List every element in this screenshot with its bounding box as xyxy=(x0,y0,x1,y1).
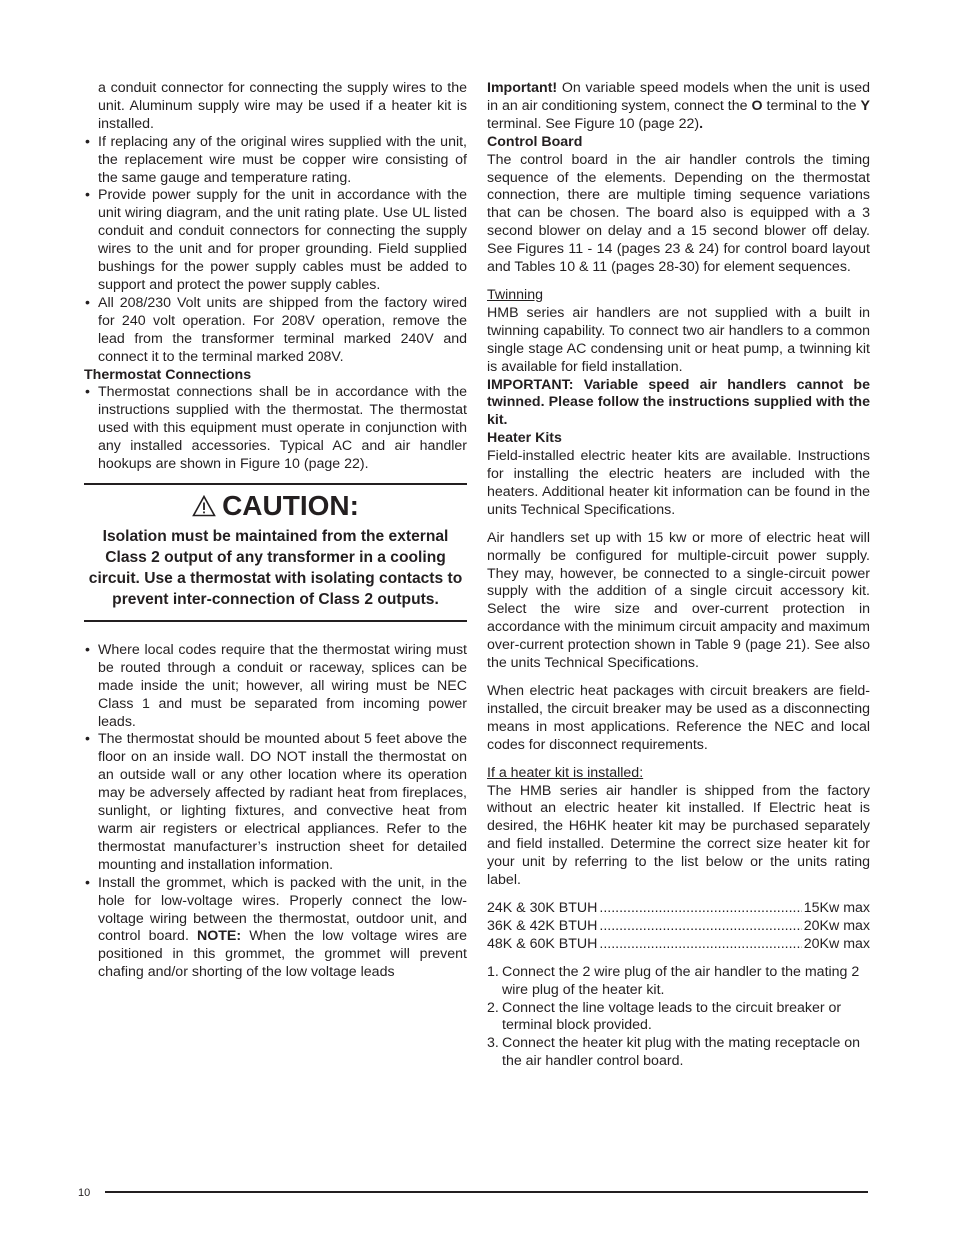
dot-leader xyxy=(599,936,801,954)
left-column xyxy=(84,80,467,982)
step-number: 1. xyxy=(487,963,499,980)
list-item: • Provide power supply for the unit in accordance with the unit wiring diagram, and the unit rating plate. Use UL listed conduit and conduit connectors for connecting the supply wires to the unit and for proper grounding. Field supplied bushings for the power supply cables must be added to support and protect the power supply cables. xyxy=(84,187,467,294)
text: Install the grommet, which is packed with the unit, in the hole for low-voltage wires. Properly connect the low-voltage wiring between the thermostat, outdoor unit, and control board. xyxy=(98,874,467,945)
paragraph: The control board in the air handler controls the timing sequence of the elements. Depending on the thermostat connection, there are multiple timing sequence variations that can be chosen. The board also is equipped with a 3 second blower on delay and a 15 second blower off delay. See Figures 11 - 14 (pages 23 & 24) for control board layout and Tables 10 & 11 (pages 28-30) for element sequences. xyxy=(487,151,870,276)
section-heading: Control Board xyxy=(487,133,583,150)
step-text: Connect the heater kit plug with the mating receptacle on the air handler control board. xyxy=(502,1035,861,1070)
step-number: 3. xyxy=(487,1035,499,1052)
spec-value: 15Kw max xyxy=(803,899,870,916)
text: terminal to the xyxy=(766,97,857,114)
paragraph: HMB series air handlers are not supplied with a built in twinning capability. To connect two air handlers to a common single stage AC condensing unit or heat pump, a twinning kit is available for field installation. xyxy=(487,304,870,375)
footer-rule xyxy=(105,1191,868,1193)
caution-title-text: CAUTION: xyxy=(222,489,359,521)
list-item xyxy=(487,1000,870,1036)
text: On variable speed models when the unit is used in an air conditioning system, connect the xyxy=(487,80,870,114)
important-label: Important! xyxy=(487,80,558,96)
section-heading: Heater Kits xyxy=(487,430,562,447)
list-item xyxy=(487,1035,870,1071)
paragraph: Field-installed electric heater kits are available. Instructions for installing the electric heaters are included with the heaters. Additional heater kit information can be found in the units Technical Specifications. xyxy=(487,448,870,518)
spec-value: 20Kw max xyxy=(803,917,870,934)
spec-label: 24K & 30K BTUH xyxy=(487,899,598,916)
page-number: 10 xyxy=(78,1187,91,1199)
spec-label: 48K & 60K BTUH xyxy=(487,935,598,952)
list-item: • All 208/230 Volt units are shipped from the factory wired for 240 volt operation. For 208V operation, remove the lead from the transformer terminal marked 240V and connect it to the terminal marked 208V. xyxy=(84,295,467,367)
heater-size-row xyxy=(487,918,870,936)
subsection-heading: If a heater kit is installed: xyxy=(487,764,644,781)
list-item: • Where local codes require that the thermostat wiring must be routed through a conduit or raceway, splices can be made inside the unit; however, all wiring must be NEC Class 1 and must be separated from incoming power leads. xyxy=(84,642,467,732)
text: terminal. See Figure 10 (page 22) xyxy=(487,115,700,132)
heater-size-row xyxy=(487,900,870,918)
spec-label: 36K & 42K BTUH xyxy=(487,917,598,934)
terminal-o: O xyxy=(751,97,763,114)
bullet-list xyxy=(84,134,467,367)
warning-triangle-icon xyxy=(192,495,216,517)
step-number: 2. xyxy=(487,999,499,1016)
heater-size-row xyxy=(487,936,870,954)
period: . xyxy=(699,115,704,132)
caution-title xyxy=(84,489,467,523)
list-item: • The thermostat should be mounted about 5 feet above the floor on an inside wall. DO NOT install the thermostat on an outside wall or any other location where its operation may be adversely affected by radiant heat from fireplaces, sunlight, or lighting fixtures, and convective heat from warm air registers or electrical appliances. Refer to the thermostat manufacturer’s instruction sheet for detailed mounting and installation information. xyxy=(84,731,467,874)
list-item: • If replacing any of the original wires supplied with the unit, the replacement wire must be copper wire consisting of the same gauge and temperature rating. xyxy=(84,134,467,188)
paragraph: The HMB series air handler is shipped from the factory without an electric heater kit installed. If Electric heat is desired, the H6HK heater kit may be purchased separately and field installed. Determine the correct size heater kit for your unit by referring to the list below or the units rating label. xyxy=(487,782,870,889)
terminal-y: Y xyxy=(860,97,870,114)
important-note xyxy=(487,80,870,134)
list-item xyxy=(487,964,870,1000)
dot-leader xyxy=(599,918,801,936)
paragraph: Air handlers set up with 15 kw or more of electric heat will normally be configured for multiple-circuit power supply. They may, however, be connected to a single-circuit power supply with the addition of a single circuit accessory kit. Select the wire size and over-current protection in accordance with the minimum circuit ampacity and maximum over-current protection shown in Table 9 (page 21). See also the units Technical Specifications. xyxy=(487,529,870,672)
section-heading: Thermostat Connections xyxy=(84,366,252,383)
caution-text: Isolation must be maintained from the external Class 2 output of any transformer in a cooling circuit. Use a thermostat with isolating contacts to prevent inter-connection of Class 2 outputs. xyxy=(88,527,463,608)
bullet-list xyxy=(84,384,467,474)
note-label: NOTE: xyxy=(196,928,242,945)
dot-leader xyxy=(599,900,801,918)
list-item: • Thermostat connections shall be in accordance with the instructions supplied with the thermostat. The thermostat used with this equipment must operate in conjunction with any installed accessories. Typical AC and air handler hookups are shown in Figure 10 (page 22). xyxy=(84,384,467,474)
heater-size-list xyxy=(487,900,870,954)
right-column xyxy=(487,80,870,1071)
numbered-steps xyxy=(487,964,870,1071)
bullet-list xyxy=(84,642,467,982)
text: When the low voltage wires are positioned in this grommet, the grommet will prevent chafing and/or shorting of the low voltage leads xyxy=(98,928,467,981)
paragraph: a conduit connector for connecting the supply wires to the unit. Aluminum supply wire may be used if a heater kit is installed. xyxy=(98,80,467,132)
subsection-heading: Twinning xyxy=(487,286,543,303)
list-item xyxy=(84,875,467,982)
caution-box xyxy=(84,483,467,622)
spec-value: 20Kw max xyxy=(803,935,870,952)
paragraph: When electric heat packages with circuit breakers are field-installed, the circuit breaker may be used as a disconnecting means in most applications. Reference the NEC and local codes for disconnect requirements. xyxy=(487,683,870,753)
step-text: Connect the 2 wire plug of the air handler to the mating 2 wire plug of the heater kit. xyxy=(502,963,860,998)
step-text: Connect the line voltage leads to the circuit breaker or terminal block provided. xyxy=(502,999,842,1034)
important-warning: IMPORTANT: Variable speed air handlers cannot be twinned. Please follow the instructions supplied with the kit. xyxy=(487,376,870,429)
